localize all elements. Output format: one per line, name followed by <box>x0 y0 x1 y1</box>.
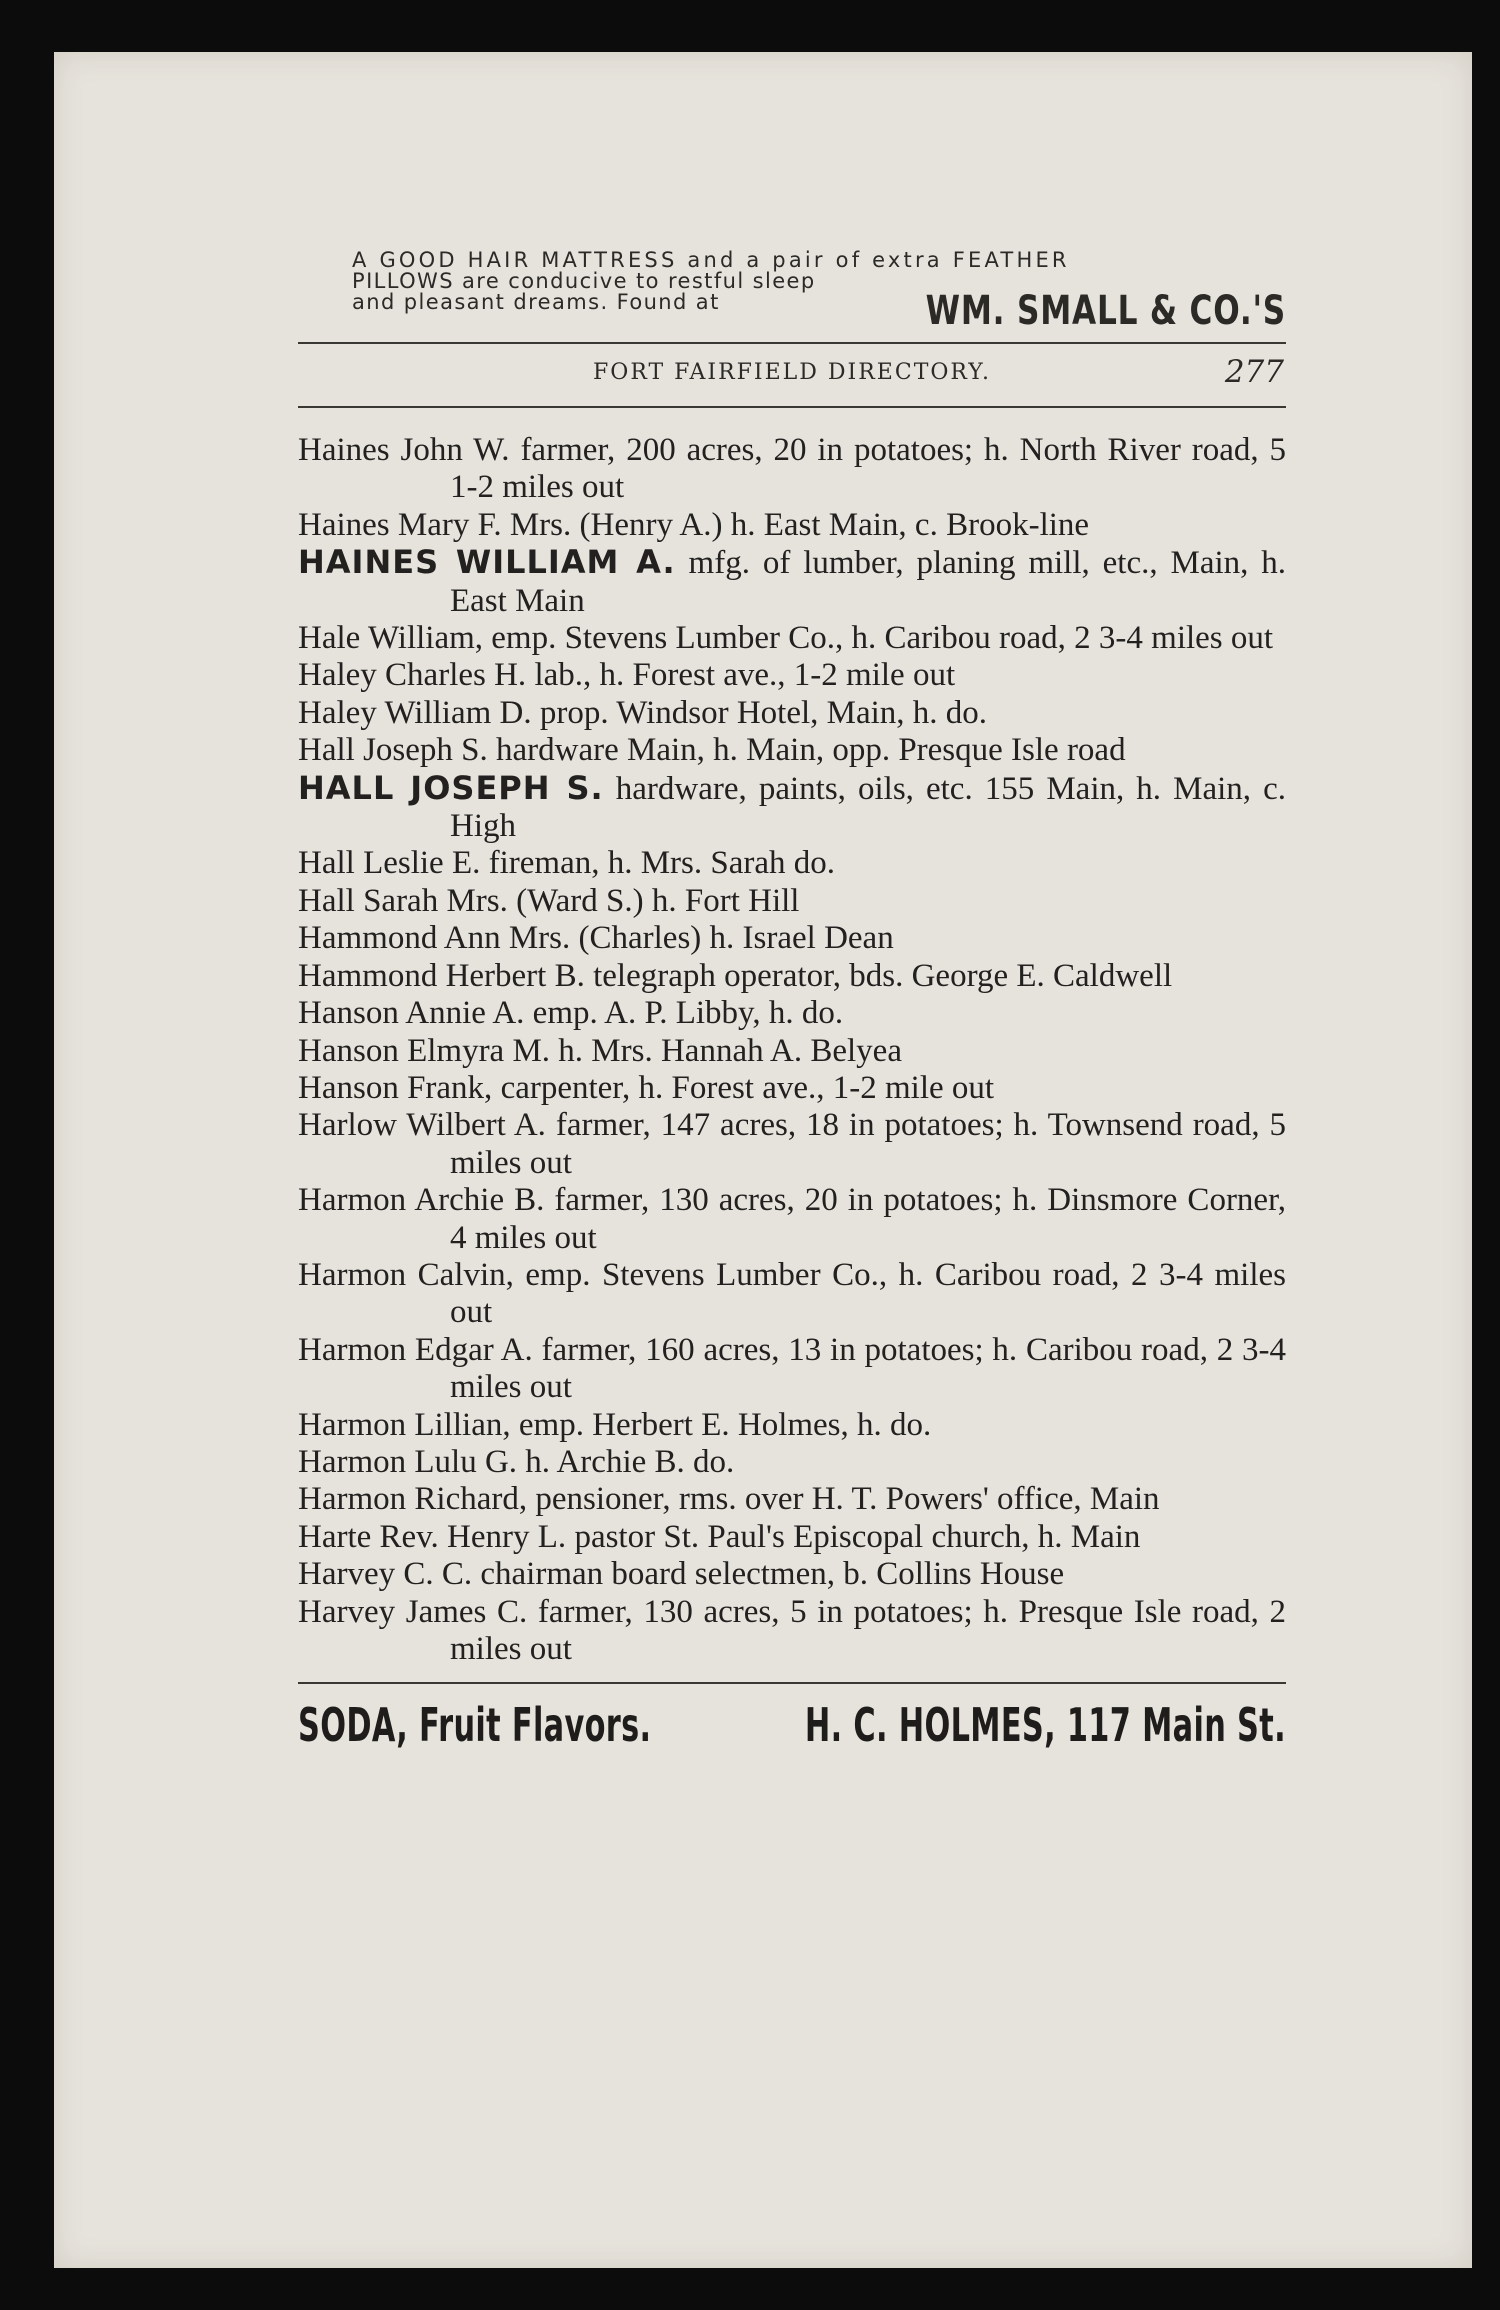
entry-name: Hanson Elmyra M. <box>298 1032 551 1069</box>
entry-details: Mrs. (Henry A.) h. East Main, c. Brook-line <box>501 506 1090 543</box>
directory-entry <box>298 544 1286 620</box>
directory-entry <box>298 1182 1286 1257</box>
entry-details: mfg. of lumber, planing mill, etc., Main, h. East Main <box>450 545 1287 619</box>
entry-details: Mrs. (Ward S.) h. Fort Hill <box>438 882 800 919</box>
entry-name: Hall Leslie E. <box>298 845 481 882</box>
directory-entry <box>298 1070 1286 1107</box>
directory-entry <box>298 1033 1286 1070</box>
ad-holmes: H. C. HOLMES, 117 Main St. <box>804 1698 1286 1753</box>
directory-entry <box>298 1594 1286 1669</box>
entry-name: Hanson Annie A. <box>298 995 525 1032</box>
directory-entry <box>298 1107 1286 1182</box>
ad-brand: WM. SMALL & CO.'S <box>925 288 1286 334</box>
entry-name: Haley William D. <box>298 694 532 731</box>
directory-entry <box>298 1556 1286 1593</box>
directory-entry <box>298 845 1286 882</box>
entry-details: fireman, h. Mrs. Sarah do. <box>480 845 836 882</box>
ad-line-1: A GOOD HAIR MATTRESS and a pair of extra FEATHER <box>352 248 1070 272</box>
directory-entry <box>298 883 1286 920</box>
entry-details: h. Archie B. do. <box>517 1443 735 1480</box>
entry-name: Harmon Archie B. <box>298 1182 545 1219</box>
entry-details: emp. Herbert E. Holmes, h. do. <box>510 1406 932 1443</box>
entry-details: pastor St. Paul's Episcopal church, h. Main <box>566 1518 1141 1555</box>
entry-name: Harmon Lulu G. <box>298 1443 518 1480</box>
page-content <box>298 250 1286 1774</box>
entry-details: lab., h. Forest ave., 1-2 mile out <box>526 657 956 694</box>
entry-name: Hale William, <box>298 620 484 657</box>
directory-entry <box>298 1407 1286 1444</box>
directory-entry <box>298 507 1286 544</box>
entry-details: farmer, 130 acres, 5 in potatoes; h. Presque Isle road, 2 miles out <box>450 1593 1287 1667</box>
entry-details: prop. Windsor Hotel, Main, h. do. <box>531 694 988 731</box>
directory-entry <box>298 920 1286 957</box>
entry-details: telegraph operator, bds. George E. Caldwell <box>584 957 1173 994</box>
entry-name: Haines John W. <box>298 432 510 468</box>
entry-name: Harlow Wilbert A. <box>298 1107 546 1144</box>
ad-soda: SODA, Fruit Flavors. <box>298 1698 652 1753</box>
entry-name: HAINES WILLIAM A. <box>298 543 676 582</box>
entry-name: Hammond Ann <box>298 920 501 957</box>
directory-entry <box>298 695 1286 732</box>
entry-details: farmer, 130 acres, 20 in potatoes; h. Dinsmore Corner, 4 miles out <box>450 1182 1286 1256</box>
directory-entry <box>298 1519 1286 1556</box>
entry-details: emp. Stevens Lumber Co., h. Caribou road, 2 3-4 miles out <box>483 620 1274 657</box>
entry-details: hardware, paints, oils, etc. 155 Main, h. Main, c. High <box>450 770 1286 845</box>
entry-details: carpenter, h. Forest ave., 1-2 mile out <box>492 1069 995 1106</box>
entry-name: Hanson Frank, <box>298 1069 493 1106</box>
directory-entries <box>298 432 1286 1668</box>
entry-name: Harmon Lillian, <box>298 1406 511 1443</box>
entry-name: Harmon Edgar A. <box>298 1331 533 1368</box>
entry-details: farmer, 147 acres, 18 in potatoes; h. Townsend road, 5 miles out <box>450 1107 1286 1181</box>
ad-copy <box>352 248 1070 314</box>
entry-details: h. Mrs. Hannah A. Belyea <box>550 1032 902 1069</box>
directory-entry <box>298 732 1286 769</box>
directory-entry <box>298 995 1286 1032</box>
page-title: FORT FAIRFIELD DIRECTORY. <box>593 360 991 385</box>
directory-entry <box>298 1481 1286 1518</box>
directory-page <box>54 52 1472 2268</box>
entry-details: chairman board selectmen, b. Collins House <box>472 1556 1065 1593</box>
entry-name: Harvey C. C. <box>298 1556 473 1593</box>
entry-details: hardware Main, h. Main, opp. Presque Isle road <box>487 732 1126 769</box>
entry-details: emp. A. P. Libby, h. do. <box>524 995 844 1032</box>
entry-details: farmer, 160 acres, 13 in potatoes; h. Caribou road, 2 3-4 miles out <box>450 1331 1286 1406</box>
page-number: 277 <box>1224 354 1284 390</box>
entry-name: Hall Sarah <box>298 882 439 919</box>
entry-name: Harmon Richard, <box>298 1481 528 1518</box>
entry-name: Hall Joseph S. <box>298 732 488 769</box>
bottom-advertisement <box>298 1684 1286 1774</box>
directory-entry <box>298 958 1286 995</box>
directory-entry <box>298 1444 1286 1481</box>
entry-name: HALL JOSEPH S. <box>298 768 604 807</box>
directory-entry <box>298 1257 1286 1332</box>
entry-details: Mrs. (Charles) h. Israel Dean <box>500 920 894 957</box>
entry-details: emp. Stevens Lumber Co., h. Caribou road, 2 3-4 miles out <box>450 1256 1286 1331</box>
top-advertisement <box>298 250 1286 342</box>
entry-details: pensioner, rms. over H. T. Powers' office, Main <box>527 1481 1160 1518</box>
directory-entry <box>298 657 1286 694</box>
directory-entry <box>298 1332 1286 1407</box>
entry-name: Haley Charles H. <box>298 657 527 694</box>
directory-entry <box>298 432 1286 507</box>
entry-name: Harte Rev. Henry L. <box>298 1518 567 1555</box>
entry-name: Hammond Herbert B. <box>298 957 585 994</box>
entry-details: farmer, 200 acres, 20 in potatoes; h. North River road, 5 1-2 miles out <box>450 432 1287 506</box>
ad-line-3: and pleasant dreams. Found at <box>352 290 720 314</box>
running-head <box>298 344 1286 406</box>
ad-line-2: PILLOWS are conducive to restful sleep <box>352 269 816 293</box>
directory-entry <box>298 770 1286 846</box>
entry-name: Harmon Calvin, <box>298 1256 514 1293</box>
entry-name: Harvey James C. <box>298 1593 528 1630</box>
header-rule <box>298 406 1286 408</box>
entry-name: Haines Mary F. <box>298 506 502 543</box>
directory-entry <box>298 620 1286 657</box>
